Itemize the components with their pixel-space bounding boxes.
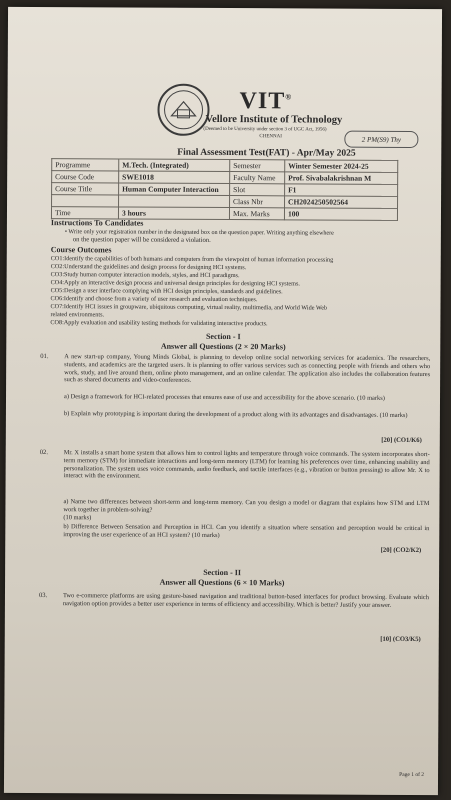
instructions-heading: Instructions To Candidates — [50, 218, 144, 228]
section-2-subtitle: Answer all Questions (6 × 10 Marks) — [159, 577, 285, 588]
question-2-number: 02. — [39, 449, 48, 457]
page-number: Page 1 of 2 — [399, 771, 425, 779]
brand-title: VIT® — [239, 88, 293, 115]
max-marks-value: 100 — [284, 208, 397, 221]
course-title-value: Human Computer Interaction — [119, 183, 230, 196]
programme-label: Programme — [52, 159, 119, 171]
exam-title: Final Assessment Test(FAT) - Apr/May 2025 — [177, 147, 356, 159]
semester-label: Semester — [230, 160, 285, 172]
course-code-value: SWE1018 — [119, 171, 230, 184]
question-1-marks: [20] (CO1/K6) — [381, 436, 422, 445]
programme-value: M.Tech. (Integrated) — [119, 159, 230, 172]
class-nbr-value: CH2024250502564 — [285, 196, 398, 209]
slot-label: Slot — [230, 184, 285, 196]
instruction-line-1: • Write only your registration number in the designated box on the question paper. Writing anything elsewhere — [64, 229, 334, 237]
outcome-item: related environments. — [50, 311, 105, 319]
max-marks-label: Max. Marks — [229, 208, 284, 220]
deemed-note: (Deemed to be University under section 3 of UGC Act, 1956) — [203, 126, 327, 133]
course-outcomes-list — [50, 255, 430, 329]
question-3-text: Two e-commerce platforms are using gesture-based navigation and traditional button-based interfaces for product browsing. Evaluate which navigation option provides a better user experience in terms of efficiency and accessibility. Which is better? Justify your answer. — [62, 592, 429, 609]
course-code-label: Course Code — [52, 171, 119, 183]
question-1-text: A new start-up company, Young Minds Global, is planning to develop online social networking services for academics. The researchers, students, and academics are the targeted users. It is planning to offer various services such as connecting people with friends and others who work, study, and live around them, online photo management, and an online calendar. The application also includes the collaboration features such as shared documents and video-conferences. — [64, 353, 431, 385]
question-3-marks: [10] (CO3/K5) — [380, 635, 421, 644]
question-1-number: 01. — [40, 353, 49, 361]
outcome-item: CO1:Identify the capabilities of both humans and computers from the viewpoint of human information processing — [50, 255, 334, 264]
instruction-line-2: on the question paper will be considered a violation. — [72, 236, 211, 244]
faculty-label: Faculty Name — [230, 172, 285, 184]
time-label: Time — [51, 207, 118, 219]
time-value: 3 hours — [118, 207, 229, 220]
slot-value: F1 — [285, 184, 398, 197]
outcome-item: CO8:Apply evaluation and usability testing methods for validating interactive products. — [50, 319, 268, 328]
outcome-item: CO6:Identify and choose from a variety of user research and evaluation techniques. — [50, 295, 258, 304]
question-paper — [4, 7, 442, 795]
city: CHENNAI — [259, 134, 282, 140]
question-2a: a) Name two differences between short-term and long-term memory. Can you design a model or diagram that explains how STM and LTM work together in problem-solving? — [63, 498, 430, 514]
question-2-text: Mr. X installs a smart home system that allows him to control lights and temperature through voice commands. The system incorporates short-term memory (STM) for immediate interactions and long-term memory (LTM) for learning his preferences over time, enhancing usability and personalization. The system uses voice commands, audio feedback, and tactile interfaces (e.g., vibration or button pressing) to allow Mr. X to interact with the environment. — [63, 449, 430, 480]
question-3-number: 03. — [38, 592, 48, 600]
section-2-title: Section - II — [203, 567, 242, 578]
semester-value: Winter Semester 2024-25 — [285, 160, 398, 173]
question-1b: b) Explain why prototyping is important during the development of a product along with its advantages and disadvantages. (10 marks) — [63, 410, 408, 419]
outcome-item: CO3:Study human computer interaction models, styles, and HCI paradigms. — [50, 271, 240, 280]
institute-name: Vellore Institute of Technology — [205, 113, 343, 126]
course-outcomes-heading: Course Outcomes — [50, 245, 112, 255]
course-title-label: Course Title — [52, 183, 119, 195]
outcome-item: CO2:Understand the guidelines and design process for designing HCI systems. — [50, 263, 247, 272]
question-2a-marks: (10 marks) — [63, 514, 92, 522]
faculty-value: Prof. Sivabalakrishnan M — [285, 172, 398, 185]
outcome-item: CO4:Apply an interactive design process and universal design principles for designing HCI systems. — [50, 279, 300, 288]
outcome-item: CO7:Identify HCI issues in groupware, ubiquitous computing, virtual reality, multimedia, and World Wide Web — [50, 303, 328, 312]
course-details-table — [51, 158, 398, 221]
section-1-title: Section - I — [205, 331, 241, 342]
question-2-marks: [20] (CO2/K2) — [380, 546, 422, 555]
handwritten-note: 2 PM(S9) Thy — [344, 131, 418, 148]
question-1a: a) Design a framework for HCI-related processes that ensures ease of use and accessibility for the above scenario. (10 marks) — [64, 393, 385, 402]
vit-logo — [157, 84, 209, 136]
outcome-item: CO5:Design a user interface complying with HCI design principles, standards and guidelines. — [50, 287, 283, 296]
class-nbr-label: Class Nbr — [230, 196, 285, 208]
section-1-subtitle: Answer all Questions (2 × 20 Marks) — [160, 341, 286, 352]
question-2b: b) Difference Between Sensation and Perception in HCI. Can you identify a situation where sensation and perception would be critical in improving the user experience of an HCI system? (10 marks) — [63, 523, 430, 539]
